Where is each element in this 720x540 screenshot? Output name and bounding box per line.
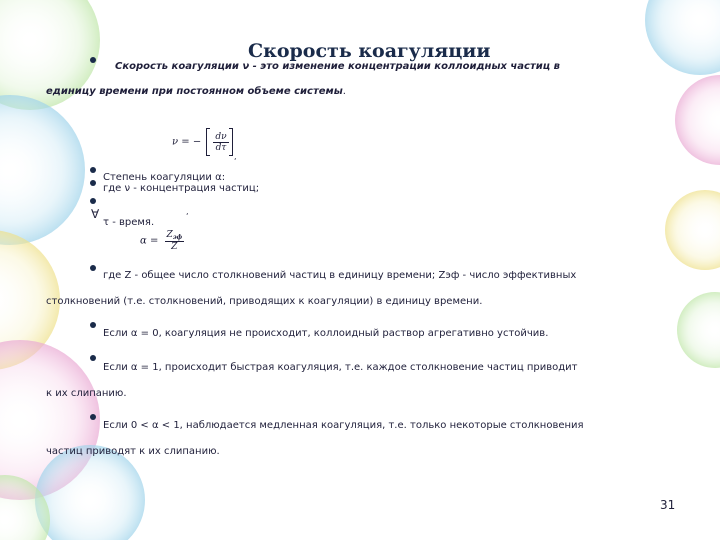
alpha-between-line1: Если 0 < α < 1, наблюдается медленная коагуляция, т.е. только некоторые столкновения: [103, 420, 584, 431]
bullet-icon: [90, 355, 96, 361]
formula-alpha-numerator: [165, 230, 185, 242]
alpha-zero-line: Если α = 0, коагуляция не происходит, коллоидный раствор агрегативно устойчив.: [103, 328, 549, 339]
alpha-one-line2: к их слипанию.: [46, 388, 127, 399]
bullet-icon: [90, 322, 96, 328]
formula-alpha-num-sub: эф: [172, 234, 183, 241]
slide-title: Скорость коагуляции: [248, 40, 491, 62]
intro-text-line1: Скорость коагуляции ν - это изменение концентрации коллоидных частиц в: [115, 61, 560, 72]
formula-comma: ,: [234, 152, 237, 161]
page-number: 31: [660, 498, 676, 512]
formula-alpha-eq: =: [149, 235, 159, 247]
where-nu-line: где ν - концентрация частиц;: [103, 183, 260, 194]
stray-mark: ,: [186, 207, 189, 216]
formula-rate-eq: = −: [181, 136, 202, 148]
degree-line: Степень коагуляции α:: [103, 172, 226, 183]
z-definition-line1: где Z - общее число столкновений частиц в единицу времени; Zэф - число эффективных: [103, 270, 577, 281]
z-definition-line2: столкновений (т.е. столкновений, приводящих к коагуляции) в единицу времени.: [46, 296, 483, 307]
formula-rate-lhs: ν: [172, 136, 179, 148]
bullet-icon: [90, 57, 96, 63]
forall-symbol: ∀: [91, 207, 100, 221]
intro-text-line2: [46, 86, 346, 98]
tau-line: τ - время.: [103, 217, 155, 228]
bracket-left-icon: [206, 128, 210, 156]
formula-rate-fraction: [213, 132, 228, 153]
bullet-icon: [90, 167, 96, 173]
formula-alpha-num-z: Z: [166, 230, 173, 240]
bullet-icon: [90, 414, 96, 420]
alpha-between-line2: частиц приводят к их слипанию.: [46, 446, 220, 457]
formula-rate-numerator: dν: [215, 131, 227, 142]
formula-rate-denominator: dτ: [215, 142, 227, 153]
formula-alpha: [140, 230, 184, 252]
bullet-icon: [90, 198, 96, 204]
bullet-icon: [90, 265, 96, 271]
intro-text-line2-end: .: [342, 86, 346, 97]
formula-rate: [172, 128, 233, 156]
formula-alpha-fraction: [165, 230, 185, 252]
formula-alpha-lhs: α: [140, 235, 147, 247]
formula-alpha-denominator: Z: [171, 242, 178, 252]
intro-text-line2-main: единицу времени при постоянном объеме системы: [46, 86, 343, 97]
bullet-icon: [90, 180, 96, 186]
alpha-one-line1: Если α = 1, происходит быстрая коагуляция, т.е. каждое столкновение частиц приводит: [103, 362, 578, 373]
bracket-right-icon: [229, 128, 233, 156]
